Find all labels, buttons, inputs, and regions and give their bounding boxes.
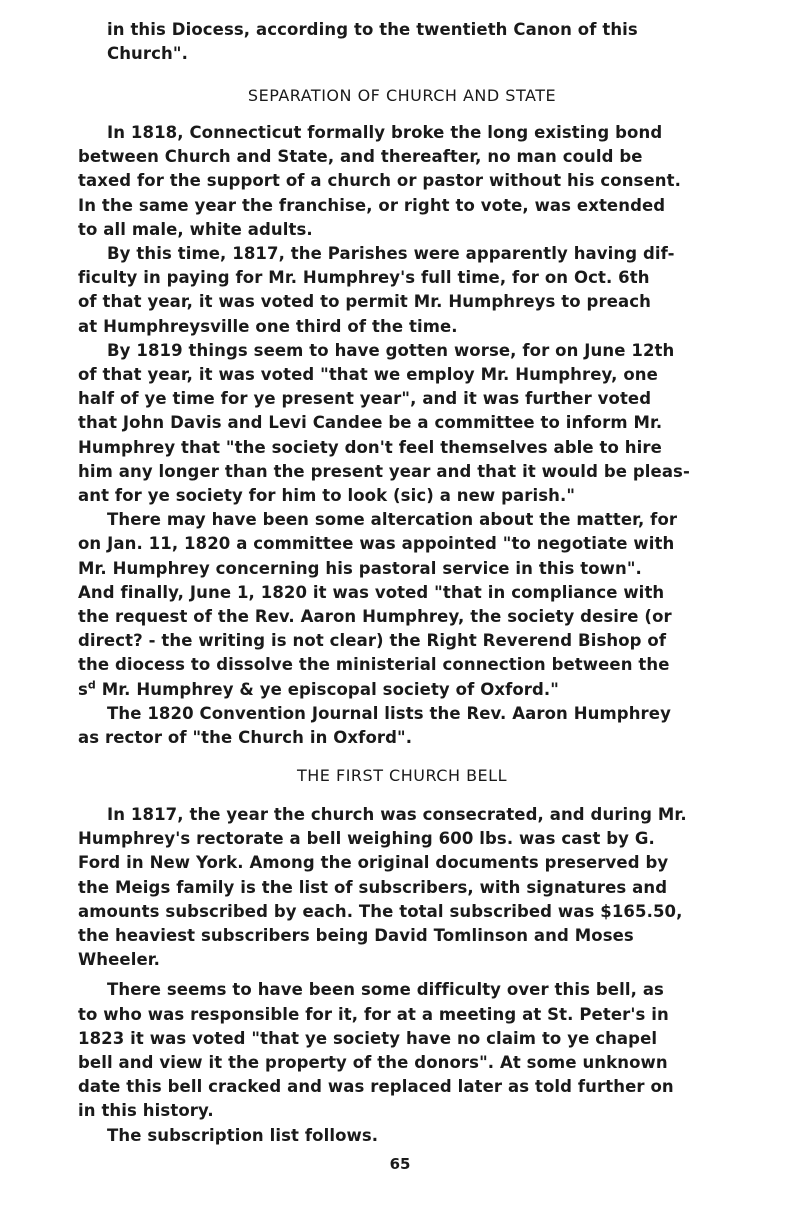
text-line: ficulty in paying for Mr. Humphrey's full time, for on Oct. 6th	[78, 268, 650, 288]
text-line: By this time, 1817, the Parishes were apparently having dif-	[107, 244, 675, 264]
text-line: on Jan. 11, 1820 a committee was appointed "to negotiate with	[78, 534, 675, 554]
page-number: 65	[389, 1155, 411, 1173]
text-line: Humphrey that "the society don't feel themselves able to hire	[78, 437, 662, 457]
text-line: the request of the Rev. Aaron Humphrey, the society desire (or	[78, 607, 672, 627]
text-line: of that year, it was voted "that we employ Mr. Humphrey, one	[78, 365, 658, 385]
text-line: In 1818, Connecticut formally broke the long existing bond	[107, 123, 663, 142]
text-line: 1823 it was voted "that ye society have no claim to ye chapel	[78, 1028, 658, 1048]
text-line: There may have been some altercation about the matter, for	[107, 510, 678, 530]
text-line: In 1817, the year the church was consecrated, and during Mr.	[107, 805, 687, 824]
text-line-tail: Mr. Humphrey & ye episcopal society of Oxford."	[95, 679, 559, 699]
section-heading-bell	[78, 764, 726, 788]
paragraph	[78, 702, 726, 750]
text-line: There seems to have been some difficulty over this bell, as	[107, 980, 664, 1000]
paragraph	[78, 508, 726, 702]
text-line: half of ye time for ye present year", and it was further voted	[78, 389, 652, 409]
text-line: date this bell cracked and was replaced later as told further on	[78, 1077, 674, 1097]
paragraph	[78, 803, 726, 972]
superscript: d	[87, 678, 96, 692]
intro-line: Church".	[107, 44, 188, 64]
text-line: the diocess to dissolve the ministerial connection between the	[78, 655, 670, 675]
text-line: Mr. Humphrey concerning his pastoral service in this town".	[78, 558, 642, 578]
text-line: ant for ye society for him to look (sic) a new parish."	[78, 486, 576, 506]
text-line: to who was responsible for it, for at a meeting at St. Peter's in	[78, 1004, 669, 1024]
paragraph	[78, 339, 726, 508]
text-line: Wheeler.	[78, 950, 161, 970]
text-line: And finally, June 1, 1820 it was voted "that in compliance with	[78, 582, 665, 602]
text-line: of that year, it was voted to permit Mr. Humphreys to preach	[78, 292, 651, 312]
text-line: the Meigs family is the list of subscribers, with signatures and	[78, 877, 668, 897]
intro-block	[78, 18, 726, 66]
intro-line: in this Diocess, according to the twentieth Canon of this	[107, 20, 638, 39]
superscript-base: s	[78, 679, 88, 699]
paragraph	[78, 1124, 726, 1148]
text-line: In the same year the franchise, or right to vote, was extended	[78, 195, 666, 215]
section2-body	[78, 803, 726, 1148]
text-line: to all male, white adults.	[78, 219, 313, 239]
text-line: the heaviest subscribers being David Tomlinson and Moses	[78, 926, 634, 946]
paragraph	[78, 121, 726, 242]
section-heading: THE FIRST CHURCH BELL	[297, 766, 507, 785]
text-line: taxed for the support of a church or pastor without his consent.	[78, 171, 681, 191]
text-line: The subscription list follows.	[107, 1125, 379, 1145]
section-heading: SEPARATION OF CHURCH AND STATE	[247, 86, 557, 105]
section1-body	[78, 121, 726, 750]
text-line: amounts subscribed by each. The total subscribed was $165.50,	[78, 901, 683, 921]
text-line: him any longer than the present year and that it would be pleas-	[78, 461, 690, 481]
text-line: at Humphreysville one third of the time.	[78, 316, 458, 336]
text-line: between Church and State, and thereafter, no man could be	[78, 147, 643, 167]
paragraph	[78, 978, 726, 1123]
text-line: Humphrey's rectorate a bell weighing 600 lbs. was cast by G.	[78, 829, 655, 849]
paragraph	[78, 242, 726, 339]
text-line: By 1819 things seem to have gotten worse, for on June 12th	[107, 340, 675, 360]
text-line	[78, 678, 726, 702]
text-line: The 1820 Convention Journal lists the Rev. Aaron Humphrey	[107, 703, 671, 723]
text-line: in this history.	[78, 1101, 214, 1121]
text-line: direct? - the writing is not clear) the Right Reverend Bishop of	[78, 631, 667, 651]
section-heading-separation	[78, 84, 726, 108]
text-line: Ford in New York. Among the original documents preserved by	[78, 853, 669, 873]
text-line: bell and view it the property of the donors". At some unknown	[78, 1053, 668, 1073]
text-line: that John Davis and Levi Candee be a committee to inform Mr.	[78, 413, 663, 433]
text-line: as rector of "the Church in Oxford".	[78, 728, 413, 748]
